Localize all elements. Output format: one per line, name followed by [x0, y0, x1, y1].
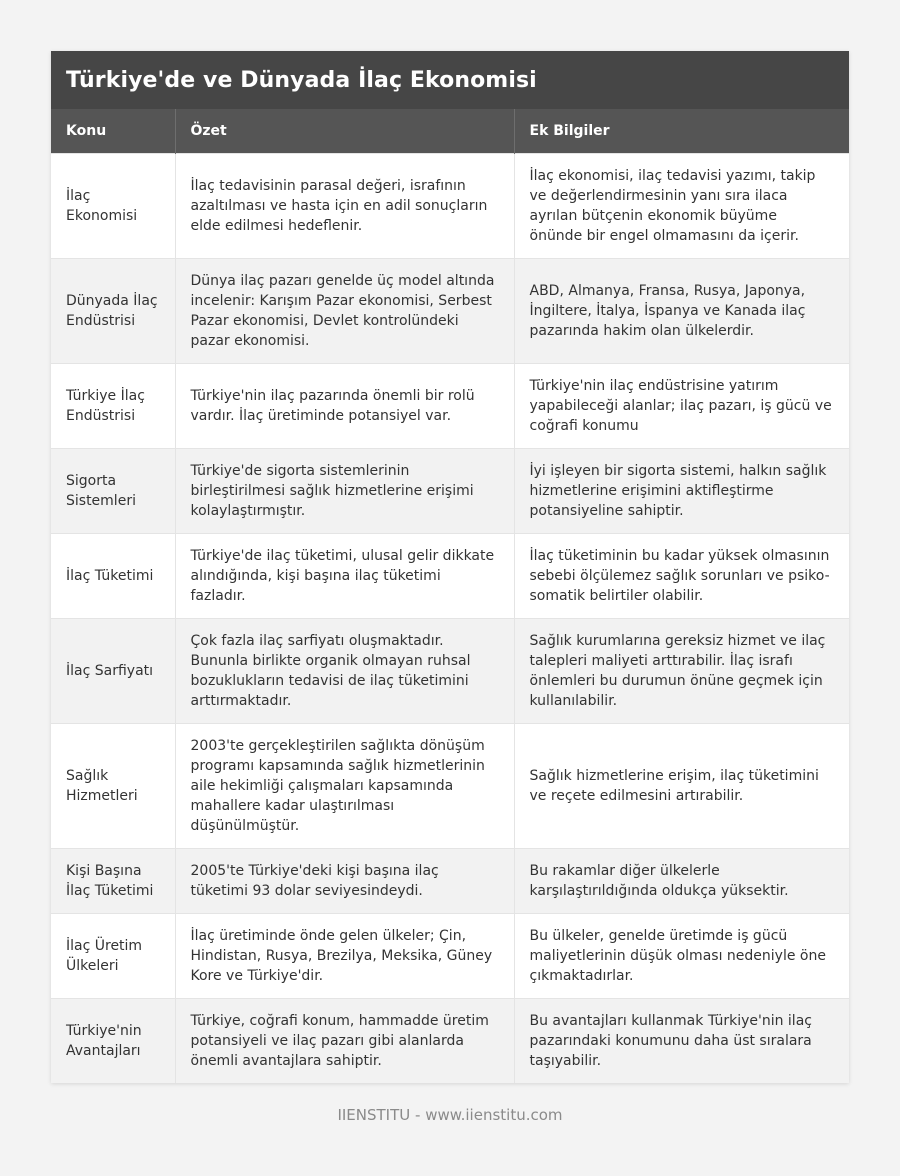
cell-info: Bu rakamlar diğer ülkelerle karşılaştırıldığında oldukça yüksektir.	[514, 848, 849, 913]
cell-summary: Dünya ilaç pazarı genelde üç model altında incelenir: Karışım Pazar ekonomisi, Serbest Pazar ekonomisi, Devlet kontrolündeki pazar ekonomisi.	[175, 258, 514, 363]
content-card	[51, 51, 849, 1083]
table-row	[51, 258, 849, 363]
cell-topic: Sağlık Hizmetleri	[51, 723, 175, 848]
cell-topic: İlaç Ekonomisi	[51, 153, 175, 258]
cell-topic: Sigorta Sistemleri	[51, 448, 175, 533]
cell-summary: İlaç üretiminde önde gelen ülkeler; Çin, Hindistan, Rusya, Brezilya, Meksika, Güney Kore ve Türkiye'dir.	[175, 913, 514, 998]
cell-summary: İlaç tedavisinin parasal değeri, israfının azaltılması ve hasta için en adil sonuçların elde edilmesi hedeflenir.	[175, 153, 514, 258]
cell-topic: İlaç Üretim Ülkeleri	[51, 913, 175, 998]
cell-info: ABD, Almanya, Fransa, Rusya, Japonya, İngiltere, İtalya, İspanya ve Kanada ilaç pazarında hakim olan ülkelerdir.	[514, 258, 849, 363]
column-header-info: Ek Bilgiler	[529, 122, 610, 139]
table-row	[51, 533, 849, 618]
title-bar	[51, 51, 849, 109]
data-table	[51, 109, 849, 1083]
cell-info: İyi işleyen bir sigorta sistemi, halkın sağlık hizmetlerine erişimini aktifleştirme potansiyeline sahiptir.	[514, 448, 849, 533]
cell-info: Bu avantajları kullanmak Türkiye'nin ilaç pazarındaki konumunu daha üst sıralara taşıyabilir.	[514, 998, 849, 1083]
column-header-summary: Özet	[175, 109, 514, 153]
cell-topic: Kişi Başına İlaç Tüketimi	[51, 848, 175, 913]
table-row	[51, 723, 849, 848]
cell-summary: Türkiye'de ilaç tüketimi, ulusal gelir dikkate alındığında, kişi başına ilaç tüketimi fazladır.	[175, 533, 514, 618]
cell-info: İlaç ekonomisi, ilaç tedavisi yazımı, takip ve değerlendirmesinin yanı sıra ilaca ayrılan bütçenin ekonomik büyüme önünde bir engel olmamasını da içerir.	[514, 153, 849, 258]
table-header-row	[51, 109, 849, 153]
column-header-topic: Konu	[51, 109, 175, 153]
cell-topic: İlaç Sarfiyatı	[51, 618, 175, 723]
cell-topic: Türkiye İlaç Endüstrisi	[51, 363, 175, 448]
cell-info: İlaç tüketiminin bu kadar yüksek olmasının sebebi ölçülemez sağlık sorunları ve psiko-somatik belirtiler olabilir.	[514, 533, 849, 618]
cell-topic: Türkiye'nin Avantajları	[51, 998, 175, 1083]
cell-summary: 2005'te Türkiye'deki kişi başına ilaç tüketimi 93 dolar seviyesindeydi.	[175, 848, 514, 913]
table-row	[51, 448, 849, 533]
cell-info: Sağlık hizmetlerine erişim, ilaç tüketimini ve reçete edilmesini artırabilir.	[514, 723, 849, 848]
cell-info: Bu ülkeler, genelde üretimde iş gücü maliyetlerinin düşük olması nedeniyle öne çıkmaktadırlar.	[514, 913, 849, 998]
table-row	[51, 913, 849, 998]
footer-credit: IIENSTITU - www.iienstitu.com	[337, 1106, 563, 1124]
page-title: Türkiye'de ve Dünyada İlaç Ekonomisi	[66, 67, 537, 93]
cell-summary: Türkiye'de sigorta sistemlerinin birleştirilmesi sağlık hizmetlerine erişimi kolaylaştırmıştır.	[175, 448, 514, 533]
cell-info: Türkiye'nin ilaç endüstrisine yatırım yapabileceği alanlar; ilaç pazarı, iş gücü ve coğrafi konumu	[514, 363, 849, 448]
cell-summary: Türkiye'nin ilaç pazarında önemli bir rolü vardır. İlaç üretiminde potansiyel var.	[175, 363, 514, 448]
table-row	[51, 363, 849, 448]
cell-summary: Türkiye, coğrafi konum, hammadde üretim potansiyeli ve ilaç pazarı gibi alanlarda önemli avantajlara sahiptir.	[175, 998, 514, 1083]
cell-summary: Çok fazla ilaç sarfiyatı oluşmaktadır. Bununla birlikte organik olmayan ruhsal bozuklukların tedavisi de ilaç tüketimini arttırmaktadır.	[175, 618, 514, 723]
cell-info: Sağlık kurumlarına gereksiz hizmet ve ilaç talepleri maliyeti arttırabilir. İlaç israfı önlemleri bu durumun önüne geçmek için kullanılabilir.	[514, 618, 849, 723]
table-row	[51, 153, 849, 258]
cell-topic: İlaç Tüketimi	[51, 533, 175, 618]
table-row	[51, 618, 849, 723]
cell-topic: Dünyada İlaç Endüstrisi	[51, 258, 175, 363]
cell-summary: 2003'te gerçekleştirilen sağlıkta dönüşüm programı kapsamında sağlık hizmetlerinin aile hekimliği çalışmaları kapsamında mahallere kadar ulaştırılması düşünülmüştür.	[175, 723, 514, 848]
table-row	[51, 848, 849, 913]
table-row	[51, 998, 849, 1083]
